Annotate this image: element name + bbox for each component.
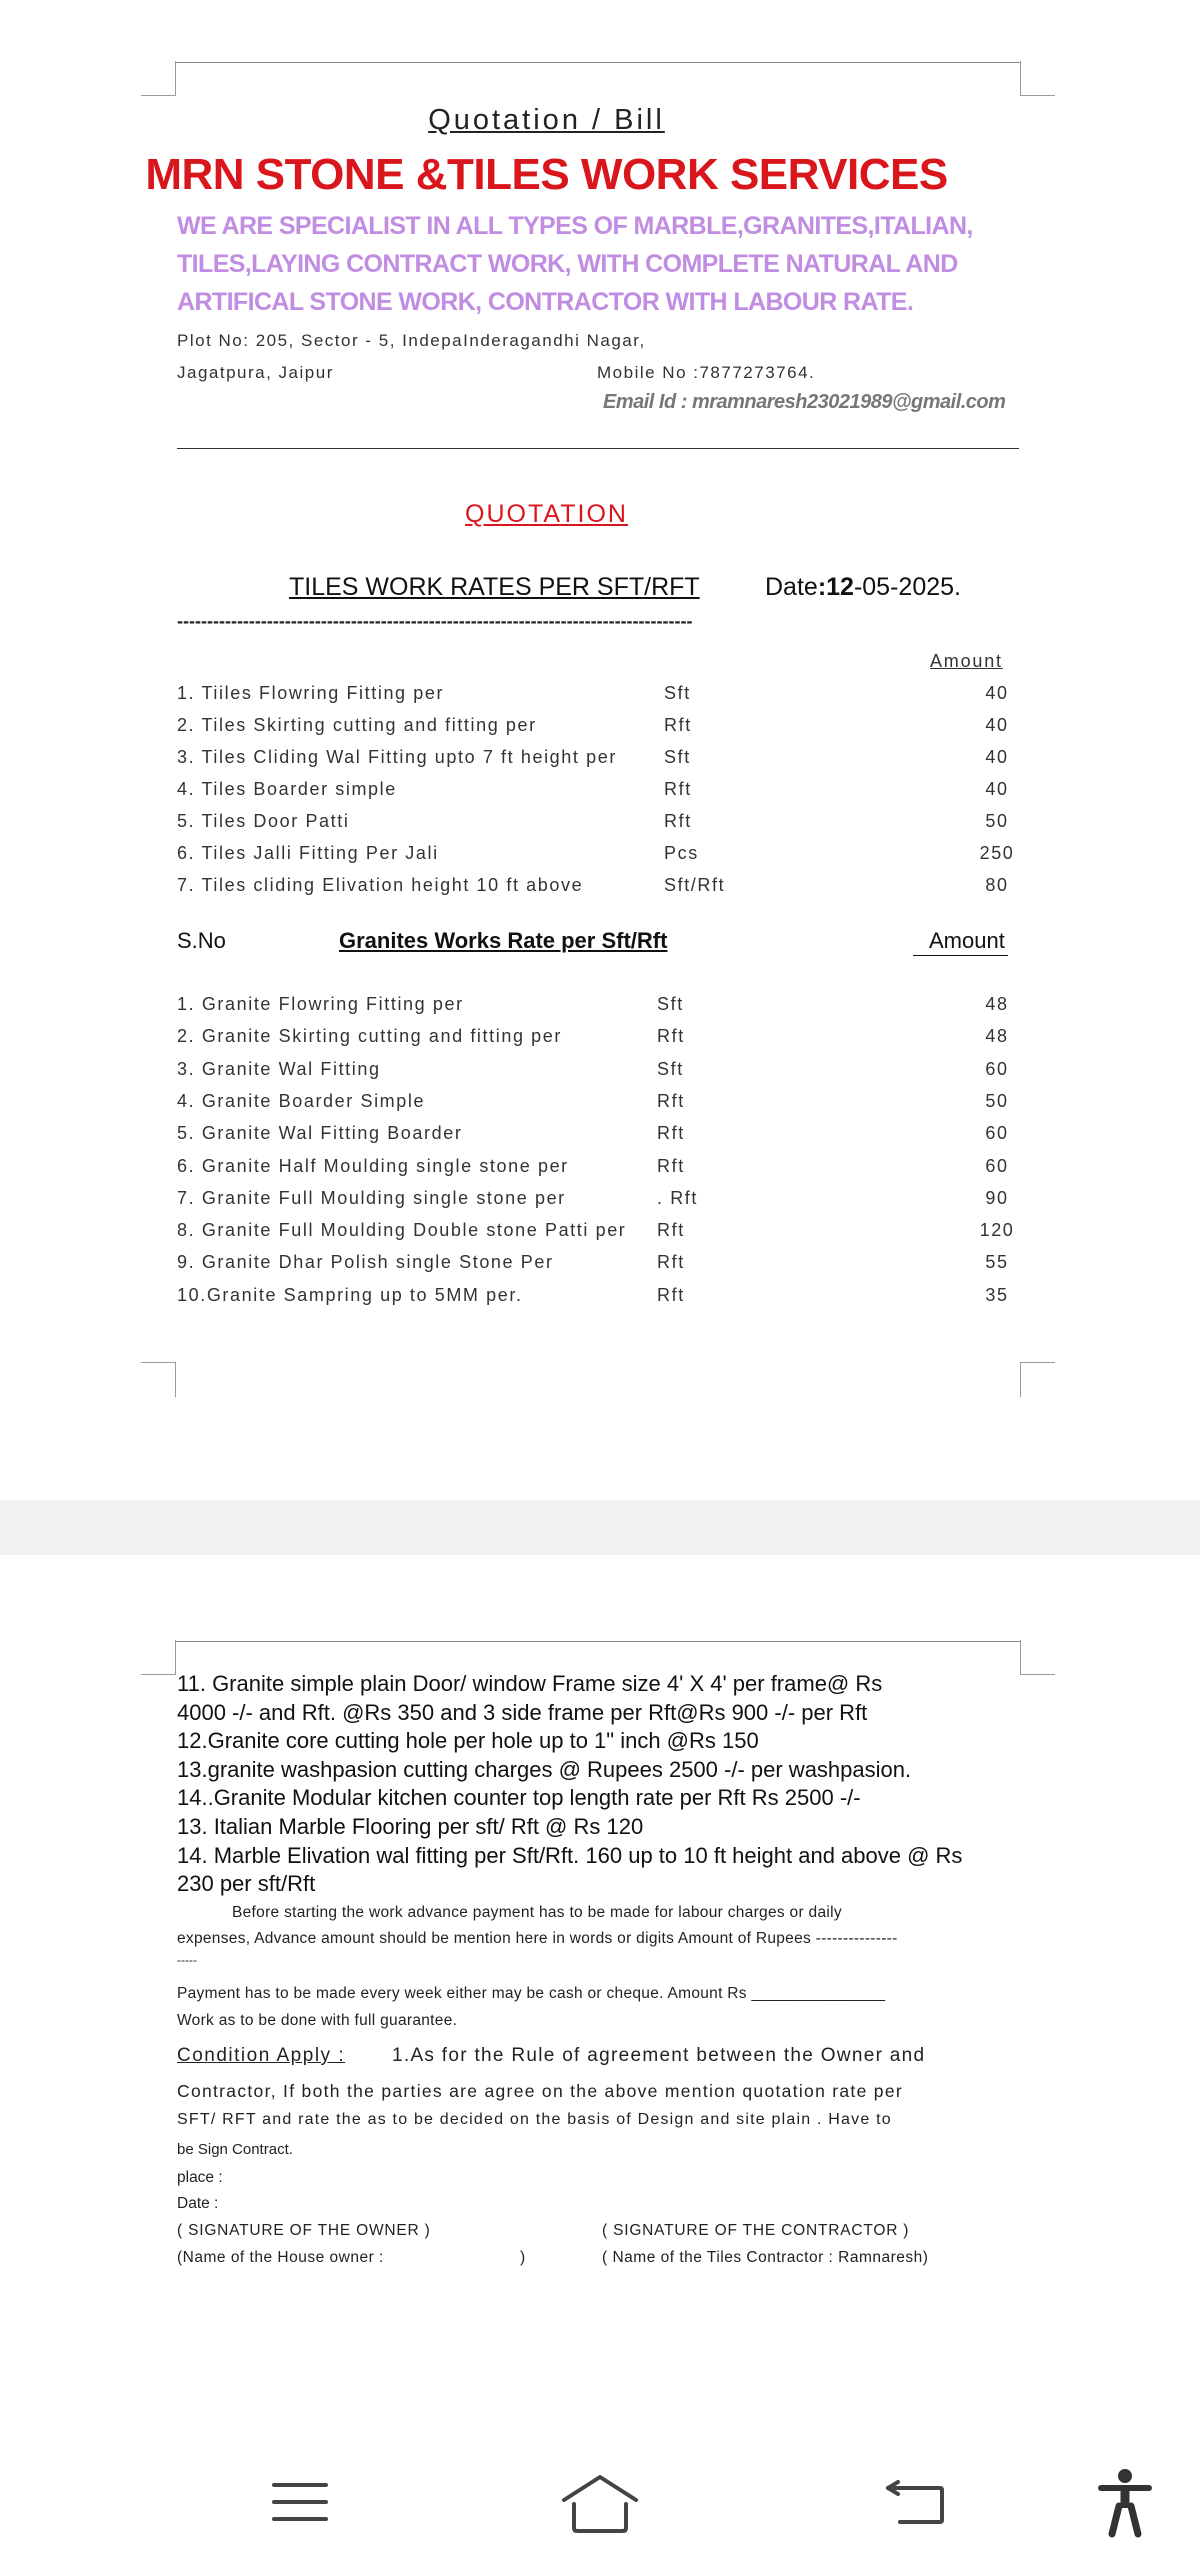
rate-amount: 55 [985,1252,1009,1273]
page-corner-mark [141,1362,176,1397]
rate-item-description: 4. Tiles Boarder simple [177,779,397,799]
rate-row [177,1156,1007,1182]
document-page-2 [0,1555,1200,2573]
rate-item-description: 6. Granite Half Moulding single stone per [177,1155,569,1176]
condition-apply-label: Condition Apply : [177,2045,346,2066]
rate-row [177,994,1007,1020]
rate-item-description: 6. Tiles Jalli Fitting Per Jali [177,843,439,863]
rate-unit: Rft [657,1090,685,1111]
company-name: MRN STONE &TILES WORK SERVICES [145,150,948,199]
rate-row [177,1220,1015,1246]
rate-amount: 40 [985,715,1009,735]
rate-unit: Rft [657,1220,685,1241]
advance-payment-text: ----- [177,1953,197,1967]
date-label: Date : [177,2195,219,2212]
rate-row [177,1026,1007,1052]
quotation-date: Date:12-05-2025. [765,573,961,601]
rate-row [177,1285,1007,1311]
granite-section-title: Granites Works Rate per Sft/Rft [339,928,668,953]
rate-row [177,747,1007,773]
rate-amount: 60 [985,1123,1009,1144]
mobile-number: Mobile No :7877273764. [597,363,816,382]
rate-item-description: 10.Granite Sampring up to 5MM per. [177,1284,523,1305]
condition-text: SFT/ RFT and rate the as to be decided on the basis of Design and site plain . Have to [177,2111,892,2128]
rate-item-description: 9. Granite Dhar Polish single Stone Per [177,1252,554,1273]
rate-item-description: 3. Tiles Cliding Wal Fitting upto 7 ft height per [177,747,617,767]
rate-amount: 50 [985,811,1009,831]
additional-rates-list [177,1670,962,1899]
rate-row [177,1252,1007,1278]
menu-icon[interactable] [272,2480,328,2524]
granite-amount-header: Amount [929,928,1005,953]
rate-item-description: 2. Tiles Skirting cutting and fitting per [177,715,537,735]
guarantee-text: Work as to be done with full guarantee. [177,2012,458,2029]
document-title: Quotation / Bill [428,104,665,136]
rate-item-description: 7. Granite Full Moulding single stone per [177,1187,566,1208]
rate-row [177,1059,1007,1085]
rate-amount: 40 [985,779,1009,799]
rate-item-description: 1. Granite Flowring Fitting per [177,994,464,1014]
rate-unit: Rft [664,779,692,799]
advance-payment-text: expenses, Advance amount should be mention here in words or digits Amount of Rupees --------------- [177,1930,898,1947]
rate-unit: Rft [657,1155,685,1176]
rate-item-description: 5. Tiles Door Patti [177,811,350,831]
tiles-section-title: TILES WORK RATES PER SFT/RFT [289,573,700,601]
rate-amount: 40 [985,683,1009,703]
rate-amount: 60 [985,1155,1009,1176]
owner-signature-label: ( SIGNATURE OF THE OWNER ) [177,2222,431,2239]
condition-text: 1.As for the Rule of agreement between the Owner and [392,2045,926,2066]
rate-row [177,843,1015,869]
home-icon[interactable] [560,2474,640,2534]
rate-note: 11. Granite simple plain Door/ window Frame size 4' X 4' per frame@ Rs [177,1671,883,1696]
rate-amount: 48 [985,994,1009,1014]
rate-row [177,715,1007,741]
rate-item-description: 4. Granite Boarder Simple [177,1090,426,1111]
company-tagline-line: WE ARE SPECIALIST IN ALL TYPES OF MARBLE,GRANITES,ITALIAN, [177,212,973,240]
rate-amount: 250 [979,843,1015,863]
rate-unit: Rft [664,811,692,831]
rate-note: 14. Marble Elivation wal fitting per Sft/Rft. 160 up to 10 ft height and above @ Rs [177,1842,963,1868]
rate-row [177,1123,1007,1149]
quotation-heading: QUOTATION [465,500,628,528]
rate-unit: Rft [657,1284,685,1305]
page-corner-mark [1020,1362,1055,1397]
contractor-name-label: ( Name of the Tiles Contractor : Ramnaresh) [602,2249,929,2266]
rate-amount: 50 [985,1090,1009,1111]
rate-unit: . Rft [657,1187,699,1208]
amount-column-header: Amount [930,651,1003,671]
rate-amount: 90 [985,1187,1009,1208]
condition-text: be Sign Contract. [177,2141,293,2158]
divider-line [177,448,1019,449]
place-label: place : [177,2169,223,2186]
page-corner-mark [1020,1640,1055,1675]
rate-row [177,811,1007,837]
rate-unit: Sft [664,683,691,703]
rate-item-description: 7. Tiles cliding Elivation height 10 ft above [177,875,584,895]
rate-note: 13.granite washpasion cutting charges @ Rupees 2500 -/- per washpasion. [177,1756,912,1782]
condition-text: Contractor, If both the parties are agree on the above mention quotation rate per [177,2081,903,2101]
rate-item-description: 2. Granite Skirting cutting and fitting per [177,1026,562,1047]
sno-column-header: S.No [177,928,226,953]
rate-amount: 60 [985,1058,1009,1079]
rate-amount: 80 [985,875,1009,895]
rate-unit: Rft [657,1123,685,1144]
back-icon[interactable] [884,2480,946,2528]
rate-row [177,1188,1007,1214]
rate-note: 13. Italian Marble Flooring per sft/ Rft @ Rs 120 [177,1813,644,1839]
page-corner-mark [141,1640,176,1675]
address-line: Jagatpura, Jaipur [177,363,334,382]
company-tagline-line: TILES,LAYING CONTRACT WORK, WITH COMPLETE NATURAL AND [177,250,958,278]
page-corner-mark [141,61,176,96]
rate-amount: 120 [979,1220,1015,1241]
advance-payment-text: Before starting the work advance payment has to be made for labour charges or daily [232,1904,842,1921]
rate-note: 12.Granite core cutting hole per hole up to 1" inch @Rs 150 [177,1728,759,1754]
rate-item-description: 5. Granite Wal Fitting Boarder [177,1123,463,1144]
rate-row [177,875,1007,901]
header-rule [175,62,1021,63]
accessibility-icon[interactable] [1098,2468,1152,2538]
amount-underline [913,955,1008,956]
rate-row [177,1091,1007,1117]
rate-row [177,779,1007,805]
payment-terms-text: Payment has to be made every week either may be cash or cheque. Amount Rs _______________ [177,1985,886,2002]
rate-unit: Rft [657,1026,685,1047]
rate-unit: Sft [664,747,691,767]
rate-unit: Rft [657,1252,685,1273]
rate-unit: Sft/Rft [664,875,726,895]
rate-unit: Pcs [664,843,699,863]
rate-row [177,683,1007,709]
rate-unit: Sft [657,1058,684,1079]
system-navigation-bar [0,2440,1200,2573]
rate-note: 4000 -/- and Rft. @Rs 350 and 3 side frame per Rft@Rs 900 -/- per Rft [177,1699,868,1725]
owner-name-close: ) [520,2249,526,2266]
rate-note: 230 per sft/Rft [177,1871,316,1897]
dashed-separator: -------------------------------------------------------------------------------------- [177,611,693,631]
rate-unit: Sft [657,994,684,1014]
rate-amount: 48 [985,1026,1009,1047]
page-corner-mark [1020,61,1055,96]
rate-amount: 40 [985,747,1009,767]
contractor-signature-label: ( SIGNATURE OF THE CONTRACTOR ) [602,2222,910,2239]
owner-name-label: (Name of the House owner : [177,2249,384,2266]
email-address: Email Id : mramnaresh23021989@gmail.com [603,391,1006,413]
rate-note: 14..Granite Modular kitchen counter top length rate per Rft Rs 2500 -/- [177,1785,861,1811]
company-tagline-line: ARTIFICAL STONE WORK, CONTRACTOR WITH LABOUR RATE. [177,288,914,316]
rate-unit: Rft [664,715,692,735]
header-rule [175,1641,1021,1642]
rate-item-description: 1. Tiiles Flowring Fitting per [177,683,445,703]
rate-item-description: 8. Granite Full Moulding Double stone Patti per [177,1220,627,1241]
rate-item-description: 3. Granite Wal Fitting [177,1058,381,1079]
rate-amount: 35 [985,1284,1009,1305]
address-line: Plot No: 205, Sector - 5, IndeраInderagandhi Nagar, [177,331,646,350]
